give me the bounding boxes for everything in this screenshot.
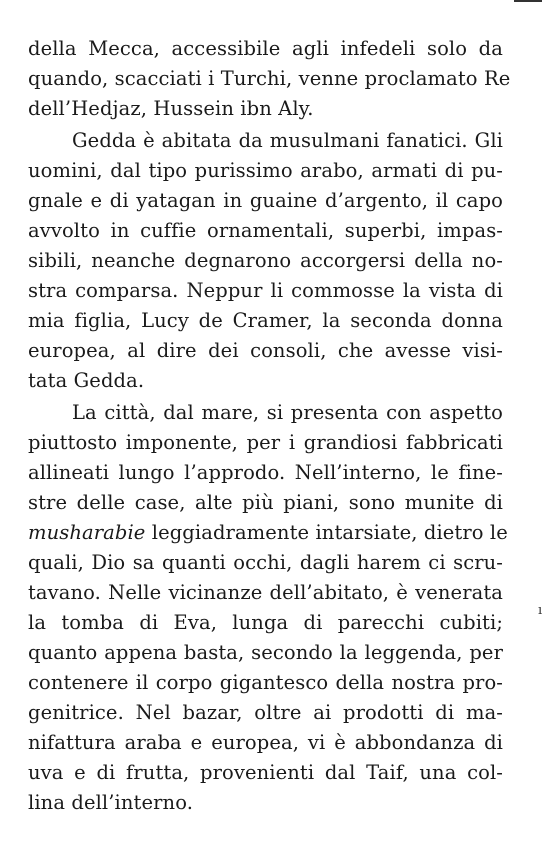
text-line-8: sibili, neanche degnarono accorgersi della no-: [28, 249, 503, 272]
text-line-4: Gedda è abitata da musulmani fanatici. Gli: [72, 129, 503, 152]
text-line-23: genitrice. Nel bazar, oltre ai prodotti di ma-: [28, 701, 503, 724]
text-line-9: stra comparsa. Neppur li commosse la vista di: [28, 279, 503, 302]
text-line-6: gnale e di yatagan in guaine d’argento, il capo: [28, 189, 503, 212]
text-line-16: stre delle case, alte più piani, sono munite di: [28, 491, 503, 514]
text-line-21: quanto appena basta, secondo la leggenda, per: [28, 641, 503, 664]
italic-word-musharabie: musharabie: [28, 521, 146, 544]
text-line-25: uva e di frutta, provenienti dal Taif, una col-: [28, 761, 503, 784]
text-line-12: tata Gedda.: [28, 369, 145, 392]
text-line-19: tavano. Nelle vicinanze dell’abitato, è venerata: [28, 581, 503, 604]
text-line-3: dell’Hedjaz, Hussein ibn Aly.: [28, 97, 314, 120]
text-line-13: La città, dal mare, si presenta con aspetto: [72, 401, 503, 424]
text-line-11: europea, al dire dei consoli, che avesse visi-: [28, 339, 503, 362]
text-line-2: quando, scacciati i Turchi, venne proclamato Re: [28, 67, 511, 90]
text-line-14: piuttosto imponente, per i grandiosi fabbricati: [28, 431, 503, 454]
text-line-15: allineati lungo l’approdo. Nell’interno, le fine-: [28, 461, 503, 484]
text-line-5: uomini, dal tipo purissimo arabo, armati di pu-: [28, 159, 503, 182]
text-line-1: della Mecca, accessibile agli infedeli solo da: [28, 37, 503, 60]
text-line-24: nifattura araba e europea, vi è abbondanza di: [28, 731, 503, 754]
top-edge-rule: [514, 0, 542, 2]
text-line-26: lina dell’interno.: [28, 791, 193, 814]
text-line-22: contenere il corpo gigantesco della nostra pro-: [28, 671, 503, 694]
text-line-18: quali, Dio sa quanti occhi, dagli harem ci scru-: [28, 551, 503, 574]
margin-mark: ı: [538, 603, 543, 618]
text-line-17-rest: leggiadramente intarsiate, dietro le: [145, 521, 508, 544]
text-line-17: [28, 518, 508, 548]
text-line-10: mia figlia, Lucy de Cramer, la seconda donna: [28, 309, 503, 332]
text-line-7: avvolto in cuffie ornamentali, superbi, impas-: [28, 219, 503, 242]
text-line-20: la tomba di Eva, lunga di parecchi cubiti;: [28, 611, 503, 634]
